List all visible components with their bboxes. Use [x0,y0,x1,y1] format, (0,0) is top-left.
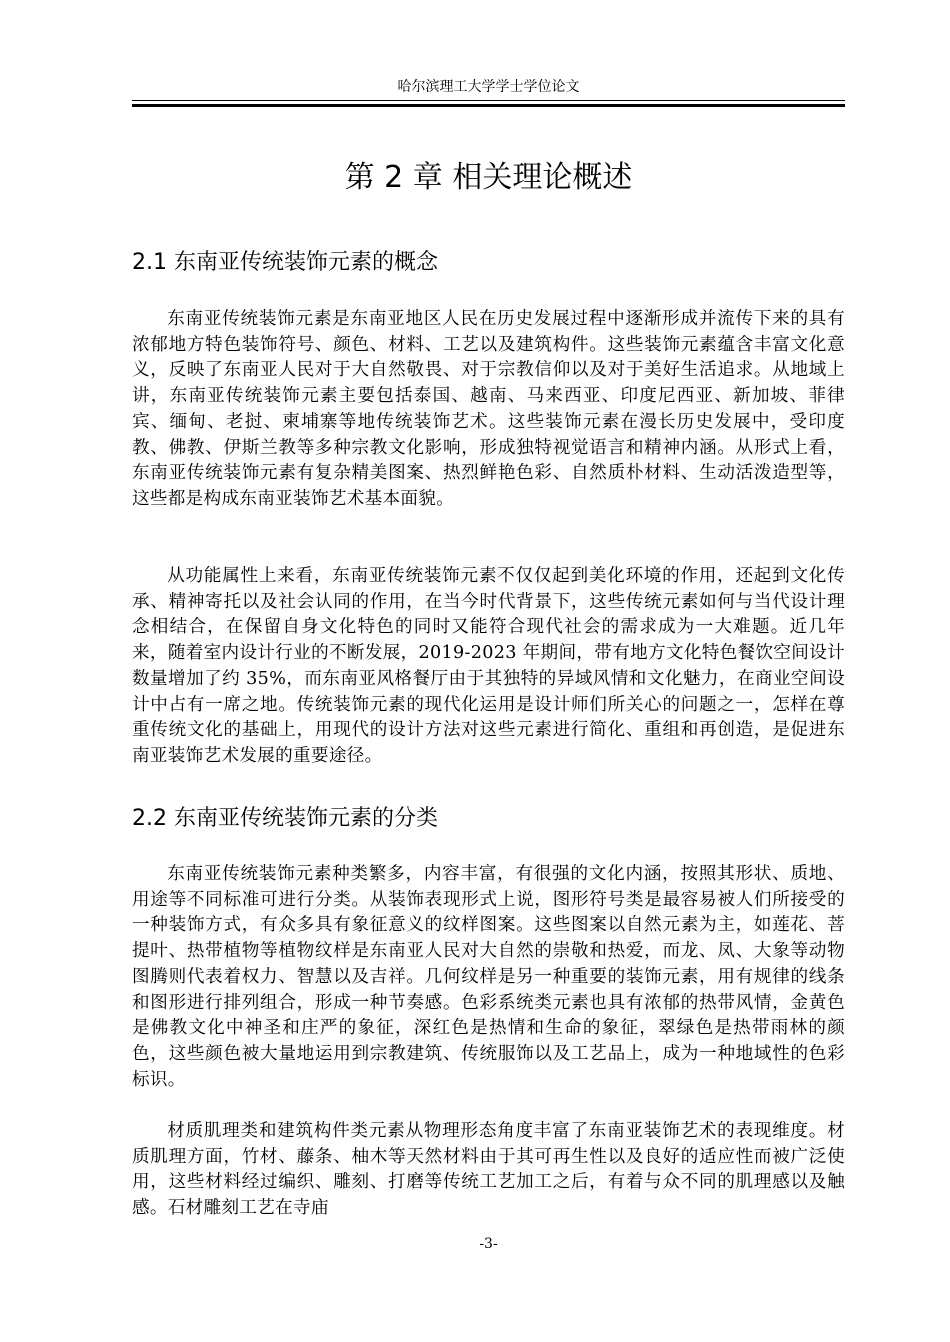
section-heading-2-1: 2.1 东南亚传统装饰元素的概念 [132,250,438,275]
paragraph: 从功能属性上来看，东南亚传统装饰元素不仅仅起到美化环境的作用，还起到文化传承、精神寄托以及社会认同的作用，在当今时代背景下，这些传统元素如何与当代设计理念相结合，在保留自身文化特色的同时又能符合现代社会的需求成为一大难题。近几年来，随着室内设计行业的不断发展，2019-2023 年期间，带有地方文化特色餐饮空间设计数量增加了约 35%，而东南亚风格餐厅由于其独特的异域风情和文化魅力，在商业空间设计中占有一席之地。传统装饰元素的现代化运用是设计师们所关心的问题之一，怎样在尊重传统文化的基础上，用现代的设计方法对这些元素进行简化、重组和再创造，是促进东南亚装饰艺术发展的重要途径。 [132,566,845,766]
paragraph: 东南亚传统装饰元素是东南亚地区人民在历史发展过程中逐渐形成并流传下来的具有浓郁地方特色装饰符号、颜色、材料、工艺以及建筑构件。这些装饰元素蕴含丰富文化意义，反映了东南亚人民对于大自然敬畏、对于宗教信仰以及对于美好生活追求。从地域上讲，东南亚传统装饰元素主要包括泰国、越南、马来西亚、印度尼西亚、新加坡、菲律宾、缅甸、老挝、柬埔寨等地传统装饰艺术。这些装饰元素在漫长历史发展中，受印度教、佛教、伊斯兰教等多种宗教文化影响，形成独特视觉语言和精神内涵。从形式上看，东南亚传统装饰元素有复杂精美图案、热烈鲜艳色彩、自然质朴材料、生动活泼造型等，这些都是构成东南亚装饰艺术基本面貌。 [132,309,845,509]
section-heading-2-2: 2.2 东南亚传统装饰元素的分类 [132,806,438,831]
page-number: -3- [479,1236,498,1252]
chapter-title: 第 2 章 相关理论概述 [344,160,633,195]
paragraph: 东南亚传统装饰元素种类繁多，内容丰富，有很强的文化内涵，按照其形状、质地、用途等不同标准可进行分类。从装饰表现形式上说，图形符号类是最容易被人们所接受的一种装饰方式，有众多具有象征意义的纹样图案。这些图案以自然元素为主，如莲花、菩提叶、热带植物等植物纹样是东南亚人民对大自然的崇敬和热爱，而龙、凤、大象等动物图腾则代表着权力、智慧以及吉祥。几何纹样是另一种重要的装饰元素，用有规律的线条和图形进行排列组合，形成一种节奏感。色彩系统类元素也具有浓郁的热带风情，金黄色是佛教文化中神圣和庄严的象征，深红色是热情和生命的象征，翠绿色是热带雨林的颜色，这些颜色被大量地运用到宗教建筑、传统服饰以及工艺品上，成为一种地域性的色彩标识。 [132,864,845,1090]
header-rule-thin [132,100,845,101]
header-rule-thick [132,104,845,107]
running-header: 哈尔滨理工大学学士学位论文 [397,79,580,95]
paragraph: 材质肌理类和建筑构件类元素从物理形态角度丰富了东南亚装饰艺术的表现维度。材质肌理方面，竹材、藤条、柚木等天然材料由于其可再生性以及良好的适应性而被广泛使用，这些材料经过编织、雕刻、打磨等传统工艺加工之后，有着与众不同的肌理感以及触感。石材雕刻工艺在寺庙 [132,1121,845,1219]
